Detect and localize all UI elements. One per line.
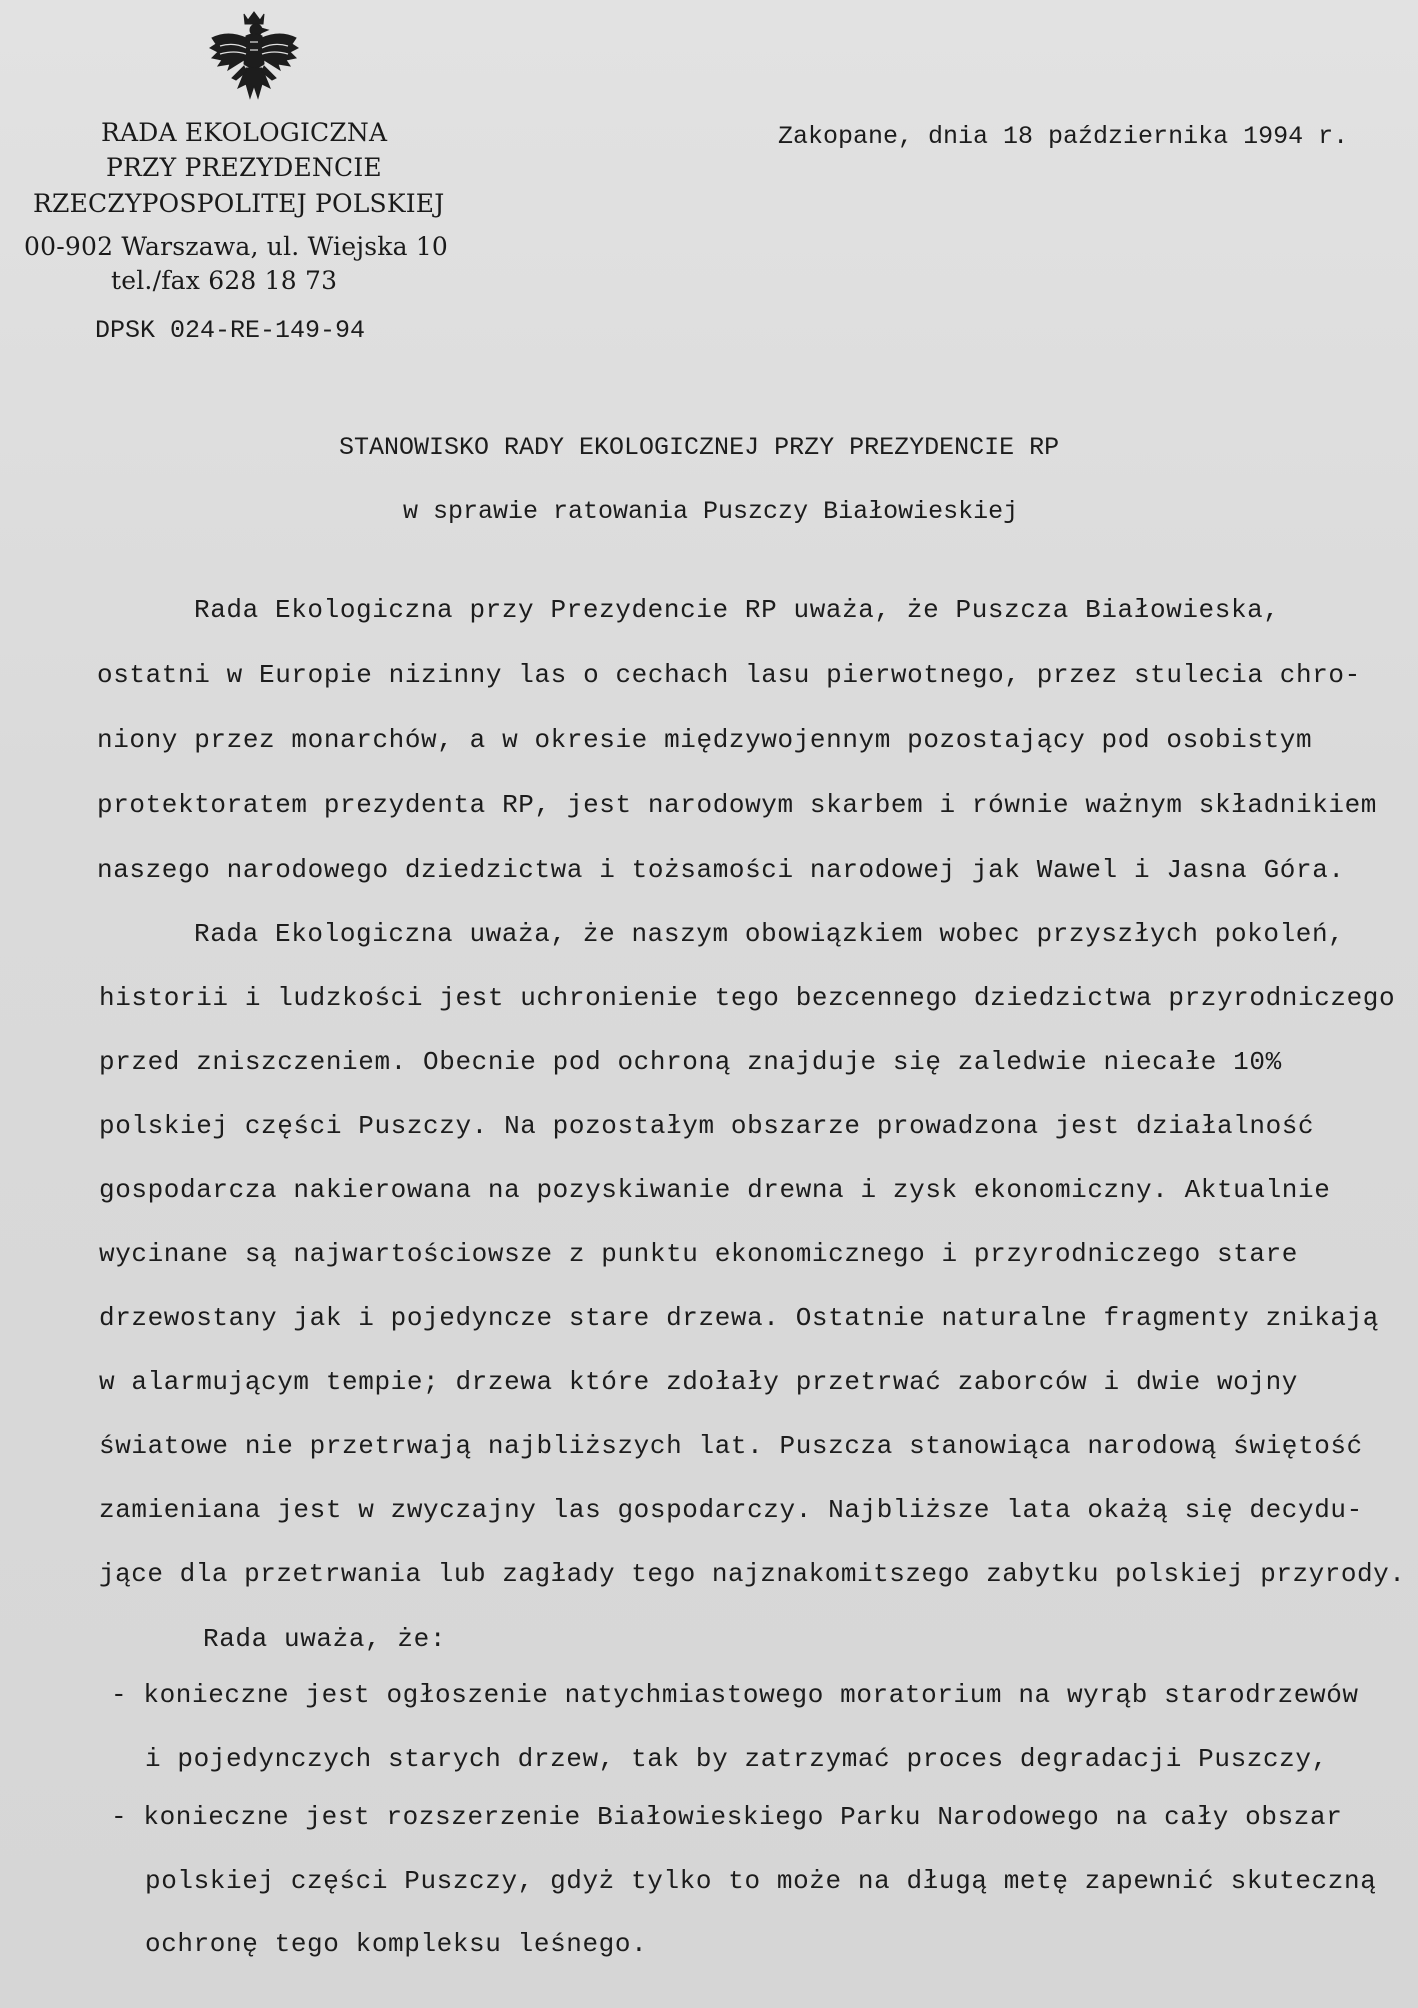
paragraph-line: historii i ludzkości jest uchronienie tego bezcennego dziedzictwa przyrodniczego: [99, 983, 1396, 1013]
document-title: STANOWISKO RADY EKOLOGICZNEJ PRZY PREZYDENCIE RP: [339, 433, 1060, 462]
paragraph-line: niony przez monarchów, a w okresie międzywojennym pozostający pod osobistym: [97, 725, 1313, 755]
list-item-line: - konieczne jest ogłoszenie natychmiastowego moratorium na wyrąb starodrzewów: [111, 1680, 1359, 1710]
org-address: 00-902 Warszawa, ul. Wiejska 10: [24, 232, 449, 261]
org-name-line1: RADA EKOLOGICZNA: [101, 118, 388, 147]
list-item-line: i pojedynczych starych drzew, tak by zatrzymać proces degradacji Puszczy,: [145, 1744, 1328, 1774]
paragraph-line: przed zniszczeniem. Obecnie pod ochroną znajduje się zaledwie niecałe 10%: [99, 1047, 1282, 1077]
list-item-line: polskiej części Puszczy, gdyż tylko to może na długą metę zapewnić skuteczną: [145, 1866, 1377, 1896]
polish-eagle-emblem-icon: [206, 8, 302, 112]
reference-number: DPSK 024-RE-149-94: [95, 316, 366, 345]
paragraph-line: ostatni w Europie nizinny las o cechach lasu pierwotnego, przez stulecia chro-: [97, 660, 1361, 690]
paragraph-line: Rada Ekologiczna uważa, że naszym obowiązkiem wobec przyszłych pokoleń,: [194, 919, 1345, 949]
paragraph-line: jące dla przetrwania lub zagłady tego najznakomitszego zabytku polskiej przyrody.: [99, 1559, 1406, 1589]
document-subtitle: w sprawie ratowania Puszczy Białowieskiej: [403, 497, 1019, 526]
paragraph-line: drzewostany jak i pojedyncze stare drzewa. Ostatnie naturalne fragmenty znikają: [99, 1303, 1379, 1333]
list-intro: Rada uważa, że:: [203, 1624, 447, 1654]
paragraph-line: polskiej części Puszczy. Na pozostałym obszarze prowadzona jest działalność: [99, 1111, 1315, 1141]
paragraph-line: gospodarcza nakierowana na pozyskiwanie drewna i zysk ekonomiczny. Aktualnie: [99, 1175, 1331, 1205]
list-item-line: - konieczne jest rozszerzenie Białowieskiego Parku Narodowego na cały obszar: [111, 1802, 1343, 1832]
paragraph-line: Rada Ekologiczna przy Prezydencie RP uważa, że Puszcza Białowieska,: [194, 595, 1280, 625]
org-name-line3: RZECZYPOSPOLITEJ POLSKIEJ: [33, 189, 445, 218]
place-and-date: Zakopane, dnia 18 października 1994 r.: [778, 122, 1349, 151]
paragraph-line: protektoratem prezydenta RP, jest narodowym skarbem i równie ważnym składnikiem: [97, 790, 1377, 820]
paragraph-line: zamieniana jest w zwyczajny las gospodarczy. Najbliższe lata okażą się decydu-: [99, 1495, 1363, 1525]
paragraph-line: światowe nie przetrwają najbliższych lat. Puszcza stanowiąca narodową świętość: [99, 1431, 1363, 1461]
list-item-line: ochronę tego kompleksu leśnego.: [145, 1929, 648, 1959]
org-phone: tel./fax 628 18 73: [111, 266, 338, 295]
paragraph-line: naszego narodowego dziedzictwa i tożsamości narodowej jak Wawel i Jasna Góra.: [97, 855, 1345, 885]
paragraph-line: w alarmującym tempie; drzewa które zdołały przetrwać zaborców i dwie wojny: [99, 1367, 1298, 1397]
paragraph-line: wycinane są najwartościowsze z punktu ekonomicznego i przyrodniczego stare: [99, 1239, 1298, 1269]
org-name-line2: PRZY PREZYDENCIE: [106, 153, 382, 182]
